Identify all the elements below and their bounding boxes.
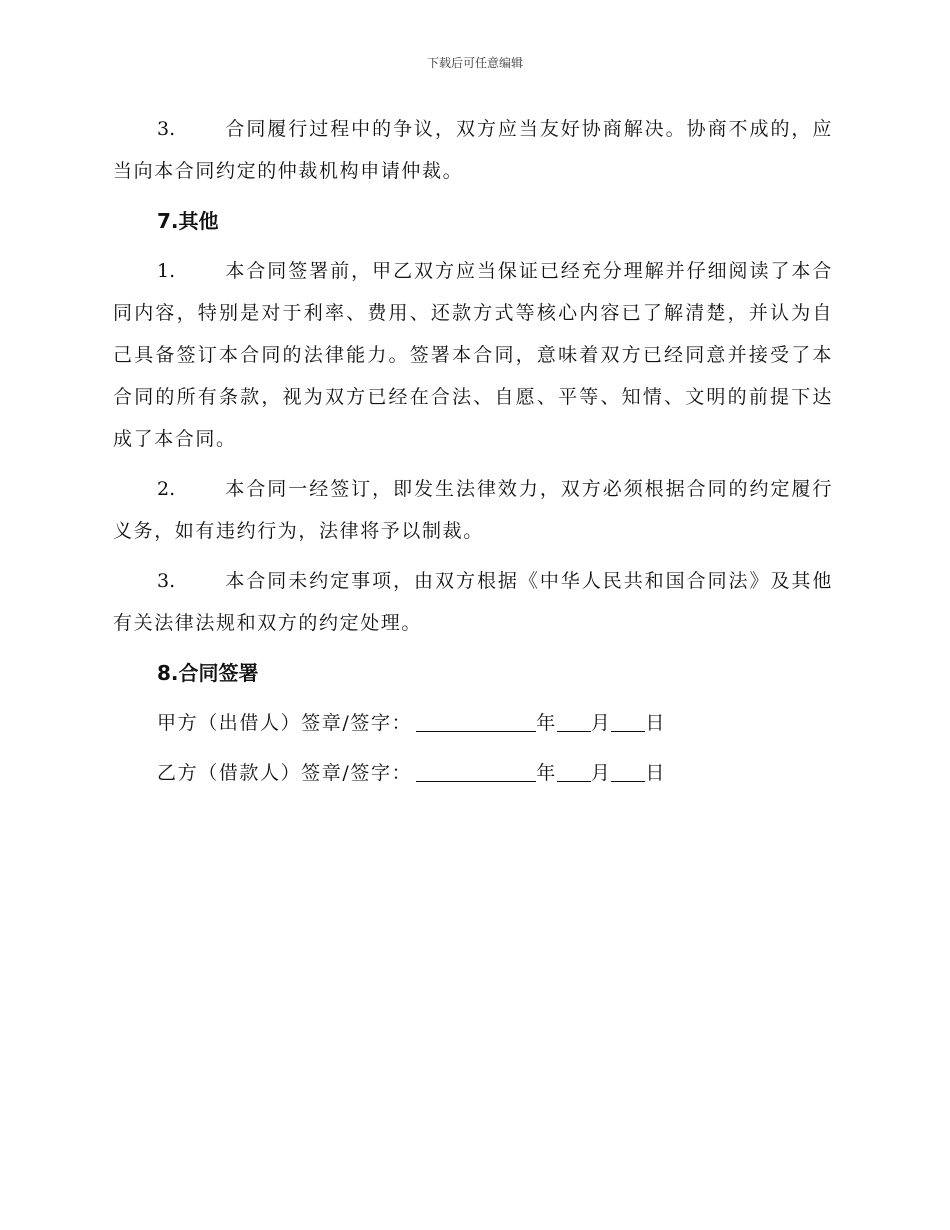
item-number: 3.: [157, 118, 176, 140]
section7-item-1: [113, 250, 833, 460]
month-blank[interactable]: [557, 730, 591, 732]
day-label: 日: [645, 712, 667, 734]
document-body: [113, 108, 833, 802]
day-label: 日: [645, 762, 667, 784]
section8-heading: 8.合同签署: [157, 661, 259, 685]
party-a-label: 甲方（出借人）签章/签字：: [157, 712, 413, 734]
section7-heading: 7.其他: [157, 209, 219, 233]
party-a-signature-line: [157, 702, 833, 744]
item-number: 2.: [157, 478, 176, 500]
signature-blank[interactable]: [416, 730, 536, 732]
section7-item-2: [113, 468, 833, 552]
month-label: 月: [590, 712, 612, 734]
item-text: 合同履行过程中的争议，双方应当友好协商解决。协商不成的，应当向本合同约定的仲裁机构申请仲裁。: [113, 118, 833, 182]
year-label: 年: [536, 712, 557, 734]
item-text: 本合同一经签订，即发生法律效力，双方必须根据合同的约定履行义务，如有违约行为，法律将予以制裁。: [113, 478, 833, 542]
signature-blank[interactable]: [416, 780, 536, 782]
day-blank[interactable]: [611, 780, 645, 782]
day-blank[interactable]: [611, 730, 645, 732]
page-header: 下载后可任意编辑: [426, 56, 523, 70]
party-b-label: 乙方（借款人）签章/签字：: [157, 762, 413, 784]
section6-item-3: [113, 108, 833, 192]
item-text: 本合同未约定事项，由双方根据《中华人民共和国合同法》及其他有关法律法规和双方的约定处理。: [113, 570, 833, 634]
party-b-signature-line: [157, 752, 833, 794]
month-label: 月: [590, 762, 612, 784]
item-number: 3.: [157, 570, 176, 592]
month-blank[interactable]: [557, 780, 591, 782]
item-text: 本合同签署前，甲乙双方应当保证已经充分理解并仔细阅读了本合同内容，特别是对于利率、费用、还款方式等核心内容已了解清楚，并认为自己具备签订本合同的法律能力。签署本合同，意味着双方已经同意并接受了本合同的所有条款，视为双方已经在合法、自愿、平等、知情、文明的前提下达成了本合同。: [113, 260, 833, 450]
item-number: 1.: [157, 260, 176, 282]
section7-item-3: [113, 560, 833, 644]
year-label: 年: [536, 762, 557, 784]
